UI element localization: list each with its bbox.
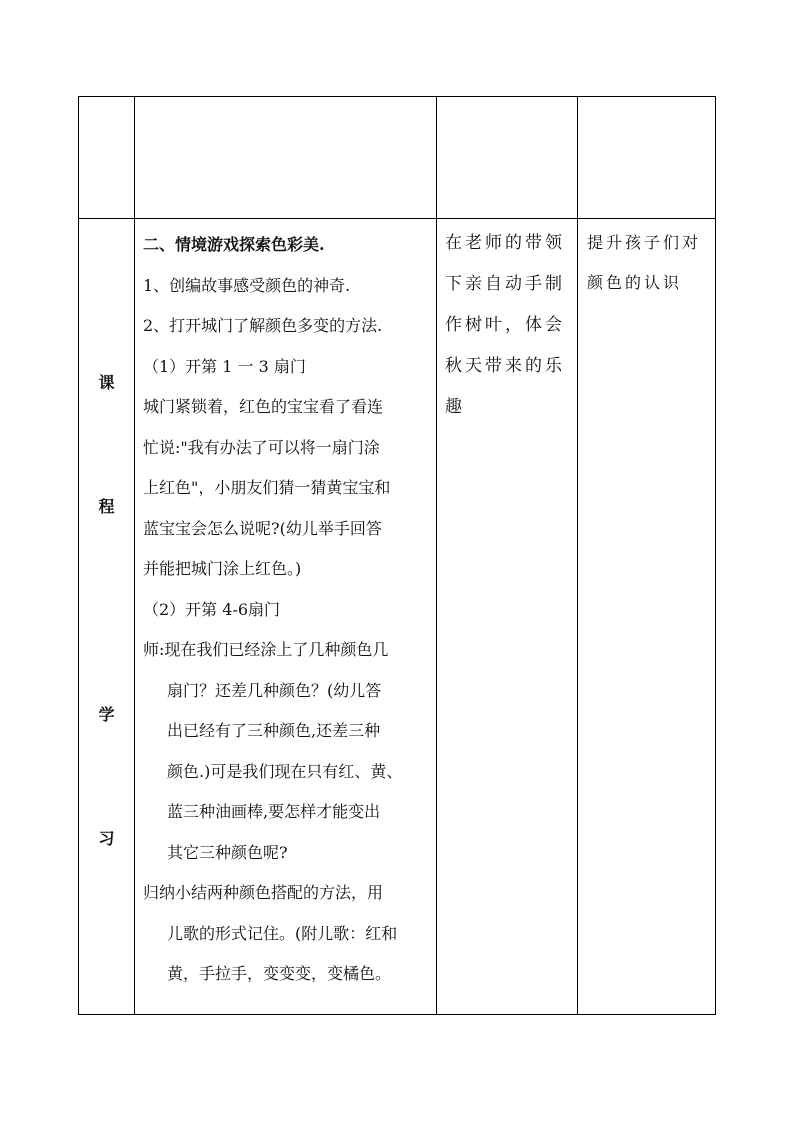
section-title-char: 学 (98, 705, 115, 724)
lesson-line: 扇门？还差几种颜色？(幼儿答 (167, 680, 382, 700)
lesson-line: 颜色.)可是我们现在只有红、黄、 (167, 761, 403, 781)
column-divider (436, 97, 437, 1014)
section-title-vertical (79, 218, 134, 1014)
section-title-char: 习 (98, 829, 115, 848)
lesson-heading: 二、情境游戏探索色彩美. (143, 235, 325, 254)
goal-cell (587, 223, 715, 303)
lesson-content-cell (143, 225, 433, 995)
section-title-char: 课 (98, 373, 115, 392)
empty-cell-r1c4 (578, 97, 716, 218)
goal-line: 提升孩子们对 (587, 233, 702, 252)
lesson-line: 蓝宝宝会怎么说呢?(幼儿举手回答 (143, 518, 382, 538)
lesson-line: 黄，手拉手，变变变，变橘色。 (167, 964, 392, 983)
lesson-line: （1）开第 1 一 3 扇门 (143, 356, 306, 376)
activity-line: 在老师的带领 (445, 233, 565, 253)
column-divider (134, 97, 135, 1014)
activity-cell (445, 223, 577, 428)
lesson-line: 2、打开城门了解颜色多变的方法. (143, 316, 383, 335)
lesson-line: 其它三种颜色呢? (167, 842, 288, 862)
lesson-line: 儿歌的形式记住。(附儿歌：红和 (167, 923, 398, 943)
lesson-line: 出已经有了三种颜色,还差三种 (167, 721, 381, 740)
row-divider (79, 218, 715, 219)
lesson-line: 忙说:"我有办法了可以将一扇门涂 (143, 437, 380, 457)
lesson-line: 城门紧锁着，红色的宝宝看了看连 (143, 397, 384, 416)
empty-cell-r1c2 (135, 97, 436, 218)
empty-cell-r1c1 (79, 97, 134, 218)
lesson-line: 1、创编故事感受颜色的神奇. (143, 275, 351, 295)
lesson-line: 归纳小结两种颜色搭配的方法，用 (143, 883, 384, 902)
section-title-char: 程 (98, 497, 115, 516)
lesson-line: （2）开第 4-6扇门 (143, 599, 281, 619)
lesson-line: 并能把城门涂上红色。) (143, 559, 302, 578)
activity-line: 下亲自动手制 (445, 274, 565, 294)
empty-cell-r1c3 (437, 97, 577, 218)
activity-line: 作树叶，体会 (445, 315, 565, 335)
lesson-line: 师:现在我们已经涂上了几种颜色几 (143, 640, 389, 659)
activity-line: 秋天带来的乐 (445, 356, 565, 376)
lesson-line: 上红色"，小朋友们猜一猜黄宝宝和 (143, 478, 391, 497)
lesson-plan-table (78, 96, 716, 1015)
activity-line: 趣 (445, 397, 465, 417)
goal-line: 颜色的认识 (587, 273, 683, 292)
column-divider (577, 97, 578, 1014)
lesson-line: 蓝三种油画棒,要怎样才能变出 (167, 802, 381, 821)
